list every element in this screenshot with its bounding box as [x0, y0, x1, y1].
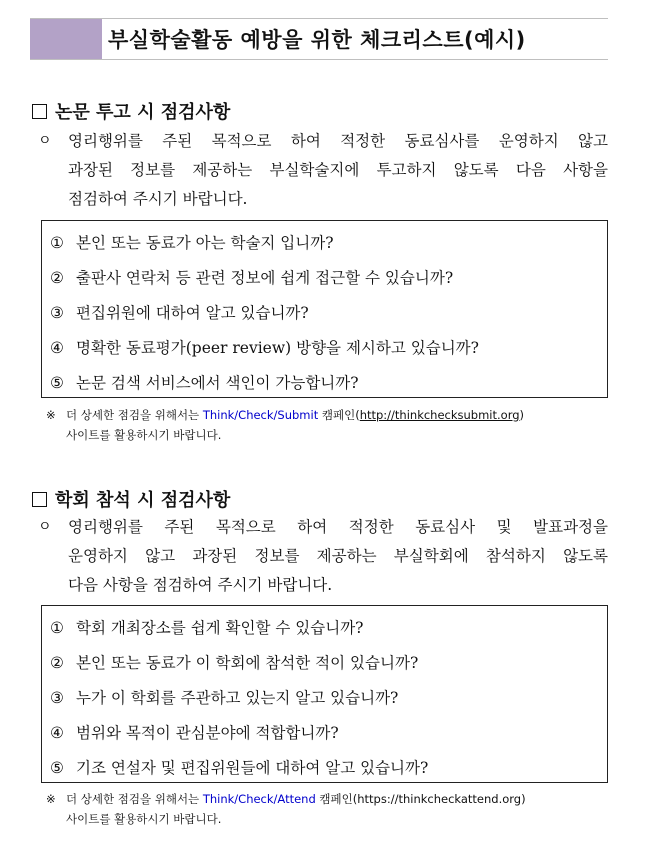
intro-line: 운영하지 않고 과장된 정보를 제공하는 부실학회에 참석하지 않도록	[68, 547, 608, 565]
checklist-item: ⑤ 기조 연설자 및 편집위원들에 대하여 알고 있습니까?	[50, 759, 429, 777]
intro-conference	[38, 513, 608, 600]
intro-submission	[38, 127, 608, 214]
checklist-item: ③ 편집위원에 대하여 알고 있습니까?	[50, 304, 309, 322]
circle-bullet-icon: ㅇ	[38, 519, 52, 535]
checklist-item: ④ 범위와 목적이 관심분야에 적합합니까?	[50, 724, 339, 742]
checklist-item: ③ 누가 이 학회를 주관하고 있는지 알고 있습니까?	[50, 689, 399, 707]
checklist-item: ① 학회 개최장소를 쉽게 확인할 수 있습니까?	[50, 619, 364, 637]
intro-line: 다음 사항을 점검하여 주시기 바랍니다.	[68, 576, 333, 594]
reference-mark-icon: ※	[46, 792, 56, 806]
checklist-item: ② 출판사 연락처 등 관련 정보에 쉽게 접근할 수 있습니까?	[50, 269, 454, 287]
title-bar	[30, 18, 608, 60]
checklist-box-conference	[41, 605, 608, 783]
campaign-link[interactable]: Think/Check/Attend	[202, 792, 316, 806]
square-bullet-icon	[32, 492, 47, 507]
note-conference: ※ 더 상세한 점검을 위해서는 Think/Check/Attend 캠페인(https://thinkcheckattend.org) 사이트를 활용하시기 바랍니다.	[46, 789, 611, 829]
title-accent-block	[30, 19, 102, 59]
page-title: 부실학술활동 예방을 위한 체크리스트(예시)	[108, 28, 526, 52]
circle-bullet-icon: ㅇ	[38, 133, 52, 149]
checklist-item: ② 본인 또는 동료가 이 학회에 참석한 적이 있습니까?	[50, 654, 419, 672]
section-heading-conference: 학회 참석 시 점검사항	[32, 486, 230, 512]
checklist-item: ④ 명확한 동료평가(peer review) 방향을 제시하고 있습니까?	[50, 339, 479, 357]
checklist-item: ① 본인 또는 동료가 아는 학술지 입니까?	[50, 234, 334, 252]
intro-line: 점검하여 주시기 바랍니다.	[68, 190, 248, 208]
campaign-url-link[interactable]: http://thinkchecksubmit.org	[359, 408, 520, 422]
square-bullet-icon	[32, 104, 47, 119]
campaign-link[interactable]: Think/Check/Submit	[202, 408, 319, 422]
checklist-box-submission	[41, 220, 608, 398]
section-heading-submission: 논문 투고 시 점검사항	[32, 98, 230, 124]
note-submission: ※ 더 상세한 점검을 위해서는 Think/Check/Submit 캠페인(http://thinkchecksubmit.org) 사이트를 활용하시기 바랍니다.	[46, 405, 611, 445]
intro-line: 과장된 정보를 제공하는 부실학술지에 투고하지 않도록 다음 사항을	[68, 161, 608, 179]
reference-mark-icon: ※	[46, 408, 56, 422]
campaign-url-link[interactable]: https://thinkcheckattend.org	[357, 792, 522, 806]
intro-line: 영리행위를 주된 목적으로 하여 적정한 동료심사 및 발표과정을	[68, 518, 608, 536]
intro-line: 영리행위를 주된 목적으로 하여 적정한 동료심사를 운영하지 않고	[68, 132, 608, 150]
checklist-item: ⑤ 논문 검색 서비스에서 색인이 가능합니까?	[50, 374, 359, 392]
